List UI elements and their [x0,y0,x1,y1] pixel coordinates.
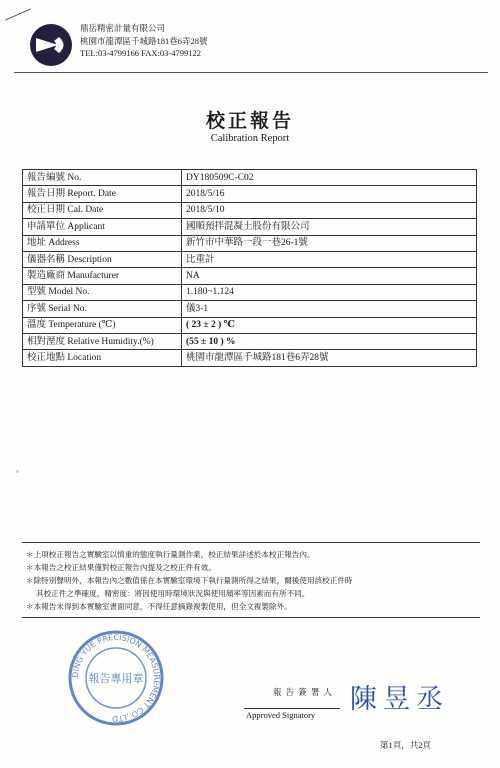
note-line: ＊除特別聲明外，本報告內之數值係在本實驗室環境下執行量測所得之結果，爾後使用該校正件時 [26,576,353,585]
row-value: 1.180~1.124 [182,284,477,300]
row-label: 儀器名稱 Description [23,251,182,267]
table-row [23,284,477,300]
table-row [23,202,477,218]
seal-center-text: 報告專用章 [88,672,144,685]
report-info-table [22,169,477,367]
notes-bottom-rule [22,617,480,618]
table-row [23,317,477,333]
table-row [23,333,477,349]
row-value: (55 ± 10 ) % [182,333,477,349]
table-row [23,301,477,317]
row-value: 2018/5/16 [182,186,477,202]
row-value: 儀3-1 [182,301,477,317]
row-value: ( 23 ± 2 ) ℃ [182,317,477,333]
table-row [23,268,477,284]
company-logo-icon [28,22,74,68]
table-row [23,350,477,366]
notes-top-rule [22,542,480,543]
row-value: 桃園市龍潭區千城路181巷6弄28號 [182,350,477,366]
signature-line [244,708,340,709]
seal-ring-text: DING YUE PRECISION MEASUREMENT CO.,LTD [70,632,162,724]
row-label: 報告日期 Report. Date [23,186,182,202]
table-row [23,251,477,267]
header-rule [14,72,488,73]
row-label: 地址 Address [23,235,182,251]
row-value: 國順預拌混凝土股份有限公司 [182,219,477,235]
note-line: ＊上項校正報告之實驗室以慎重的態度執行量測作業，校正結果詳述於本校正報告內。 [26,550,315,559]
page-number: 第1頁，共2頁 [380,740,432,750]
row-label: 溫度 Temperature (℃) [23,317,182,333]
company-contact: TEL:03-4799166 FAX:03-4799122 [80,48,201,58]
row-value: 新竹市中華路一段一巷26-1號 [182,235,477,251]
row-label: 製造廠商 Manufacturer [23,268,182,284]
row-label: 報告編號 No. [23,170,182,186]
signatory-label-zh: 報 告 簽 署 人 [273,687,334,697]
corner-mark [5,8,31,20]
note-line: ＊本報告未得到本實驗室書面同意，不得任意摘錄複製使用，但全文複製除外。 [26,602,292,611]
row-value: DY180509C-C02 [182,170,477,186]
row-label: 校正日期 Cal. Date [23,202,182,218]
table-row [23,219,477,235]
report-title: 校正報告 [205,111,294,132]
company-address: 桃園市龍潭區千城路181巷6弄28號 [80,35,208,46]
signature-text: 陳昱丞 [350,684,449,715]
company-name: 鼎岳精密計量有限公司 [80,23,166,33]
row-label: 型號 Model No. [23,284,182,300]
row-label: 相對溼度 Relative Humidity.(%) [23,333,182,349]
table-row [23,170,477,186]
row-value: 比重計 [182,251,477,267]
row-value: NA [182,268,477,284]
handwritten-signature-icon [346,676,466,716]
row-label: 序號 Serial No. [23,301,182,317]
row-label: 申請單位 Applicant [23,219,182,235]
row-value: 2018/5/10 [182,202,477,218]
note-line: 其校正件之準確度，精密度：將因使用時環境狀況與使用頻率等因素而有所不同。 [36,589,310,598]
notes-section [26,548,481,613]
table-row [23,235,477,251]
report-seal-stamp-icon [66,628,166,728]
scan-speck [16,470,19,473]
note-line: ＊本報告之校正結果僅對校正報告內提及之校正件有效。 [26,563,216,572]
company-header [80,22,208,60]
report-subtitle: Calibration Report [210,133,290,144]
table-row [23,186,477,202]
signatory-label-en: Approved Signatory [246,710,316,720]
row-label: 校正地點 Location [23,350,182,366]
